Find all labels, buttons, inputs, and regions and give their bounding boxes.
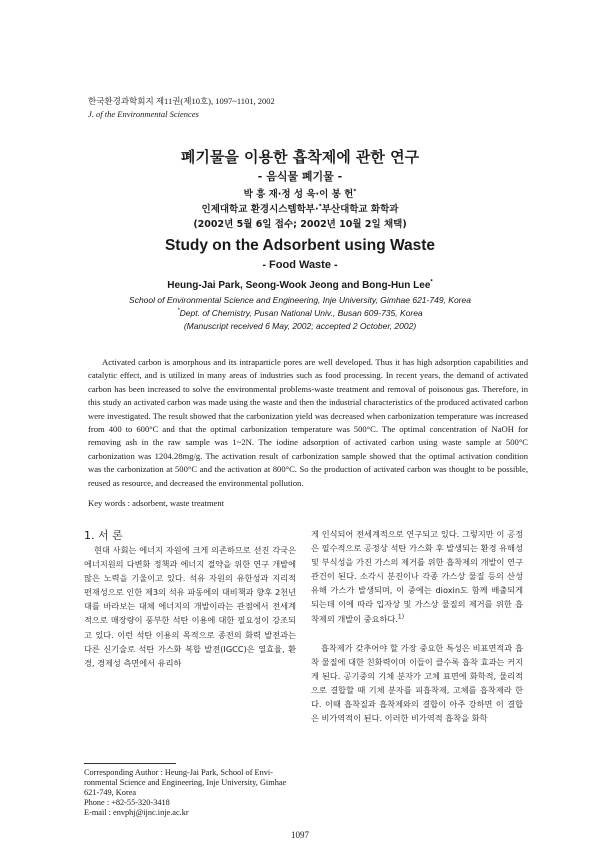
affiliation-korean (0, 201, 600, 215)
affiliation-english-1: School of Environmental Science and Engineering, Inje University, Gimhae 621-749, Korea (129, 295, 471, 305)
body-right-paragraph-1 (311, 527, 523, 626)
affiliation-korean-2: 부산대학교 화학과 (321, 204, 399, 215)
affiliation-english-2-text: Dept. of Chemistry, Pusan National Univ., Busan 609-735, Korea (179, 308, 423, 318)
affiliation-korean-1: 인제대학교 환경시스템학부· (201, 204, 319, 215)
page-number: 1097 (291, 830, 309, 840)
authors-korean (0, 186, 600, 200)
title-korean: 폐기물을 이용한 흡착제에 관한 연구 (180, 148, 420, 166)
footnote-line-2: ronmental Science and Engineering, Inje University, Gimhae (84, 778, 287, 787)
authors-english-mark: * (430, 279, 433, 286)
manuscript-dates: (Manuscript received 6 May, 2002; accepted 2 October, 2002) (183, 321, 417, 331)
keywords: Key words : adsorbent, waste treatment (88, 498, 225, 508)
body-right-paragraph-1-text: 게 인식되어 전세계적으로 연구되고 있다. 그렇지만 이 공정은 필수적으로 공정상 석탄 가스화 후 발생되는 환경 유해성 및 부식성을 가진 가스의 제거를 위한 흡착제의 개발이 연구 관건이 된다. 소각시 분진이나 각종 가스상 물질 등의 산성 유해 가스가 발생되며, 이 중에는 dioxin도 함께 배출되게 되는데 이에 따라 입자상 및 가스상 물질의 제거를 위한 흡착제의 개발이 중요하다. (311, 529, 523, 624)
affiliation-korean-mark: * (318, 202, 322, 210)
authors-korean-names: 박 흥 재·정 성 욱·이 봉 헌 (243, 189, 354, 200)
reference-mark: 1) (397, 612, 405, 620)
subtitle-english: - Food Waste - (262, 259, 338, 271)
abstract: Activated carbon is amorphous and its intraparticle pores are well developed. Thus it has high adsorption capabilities and catalytic effect, and is utilized in many areas of industries such as food processing. In recent years, the demand of activated carbon has been increased to solve the environmental problems-waste treatment and removal of poisonous gas. Therefore, in this study an activated carbon was made using the waste and then the industrial characteristics of the produced activated carbon were investigated. The result showed that the carbonization yield was decreased when carbonization temperature was increased from 400 to 600°C and that the optimal carbonization temperature was 500°C. The optimal concentration of NaOH for removing ash in the raw sample was 1~2N. The iodine adsorption of activated carbon using waste sample at 500°C carbonization was 1204.28mg/g. The activation result of carbonization sample showed that the optimal activation condition was the carbonization at 500°C and the activation at 800°C. So the production of activated carbon was thought to be possible, reused as resource, and decreased the environmental pollution. (88, 357, 528, 488)
dates-korean: (2002년 5월 6일 접수; 2002년 10월 2일 채택) (193, 219, 407, 230)
footnote-divider (84, 763, 176, 764)
title-english: Study on the Adsorbent using Waste (164, 237, 436, 254)
footnote-email: E-mail : envphj@ijnc.inje.ac.kr (84, 808, 189, 817)
footnote-line-3: 621-749, Korea (84, 788, 137, 797)
section-heading-introduction: 1. 서 론 (84, 529, 123, 542)
journal-name: J. of the Environmental Sciences (88, 109, 199, 119)
journal-citation: 한국환경과학회지 제11권(제10호), 1097~1101, 2002 (88, 96, 275, 106)
subtitle-korean: - 음식물 폐기물 - (257, 170, 343, 183)
body-right-paragraph-2: 흡착제가 갖추어야 할 가장 중요한 특성은 비표면적과 흡착 물질에 대한 친화력이며 이들이 클수록 흡착 효과는 커지게 된다. 공기중의 기체 분자가 고체 표면에 화학적, 물리적으로 결합할 때 기체 분자를 피흡착제, 고체를 흡착제라 한다. 이때 흡착질과 흡착제와의 결합이 아주 강하면 이 결합은 비가역적이 된다. 이러한 비가역적 흡착을 화학 (311, 643, 523, 724)
authors-english-names: Heung-Jai Park, Seong-Wook Jeong and Bong-Hun Lee (167, 280, 431, 291)
body-left-column: 현대 사회는 에너지 자원에 크게 의존하므로 선진 각국은 에너지원의 다변화 정책과 에너지 절약을 위한 연구 개발에 많은 노력을 기울이고 있다. 석유 자원의 유한성과 지리적 편재성으로 인한 제3의 석유 파동에의 대비책과 향후 2천년대를 바라보는 대체 에너지의 개발이라는 관점에서 전세계적으로 매장량이 풍부한 석탄 이용에 대한 필요성이 강조되고 있다. 이런 석탄 이용의 목적으로 종전의 화력 발전과는 다른 신기술로 석탄 가스화 복합 발전(IGCC)은 열효율, 환경, 경제성 측면에서 유리하 (84, 545, 296, 668)
authors-korean-mark: * (353, 187, 357, 195)
authors-english (0, 280, 600, 291)
footnote-phone: Phone : +82-55-320-3418 (84, 798, 170, 807)
footnote-line-1: Corresponding Author : Heung-Jai Park, School of Envi- (84, 768, 273, 777)
affiliation-english-mark: * (177, 308, 180, 315)
affiliation-english-2 (0, 307, 600, 319)
